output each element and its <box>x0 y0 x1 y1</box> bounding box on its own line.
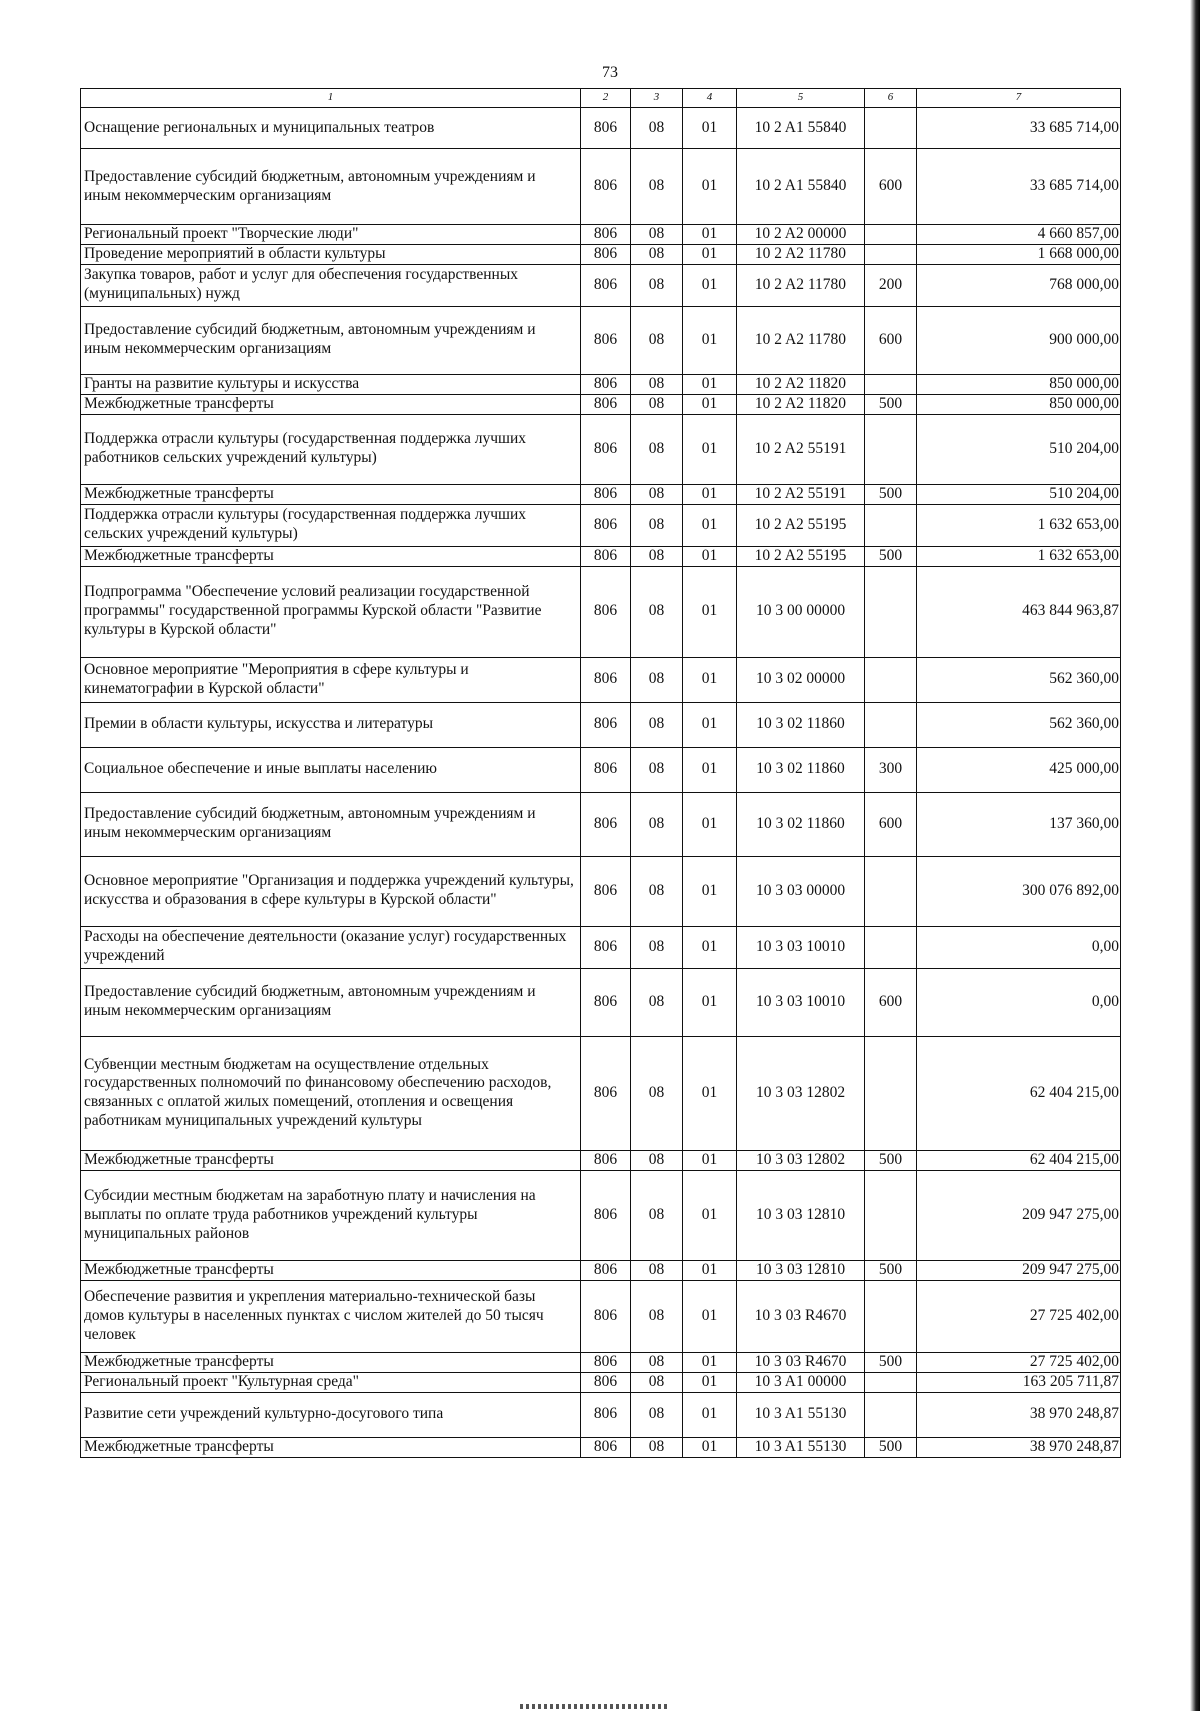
cell-col-1: Межбюджетные трансферты <box>81 1150 581 1170</box>
cell-col-5: 10 3 03 12810 <box>737 1170 865 1260</box>
table-row <box>81 1260 1121 1280</box>
cell-col-7: 33 685 714,00 <box>917 108 1121 149</box>
cell-col-5: 10 2 A2 11820 <box>737 394 865 414</box>
cell-col-4: 01 <box>683 1036 737 1150</box>
cell-col-2: 806 <box>581 1352 631 1372</box>
cell-col-7: 62 404 215,00 <box>917 1036 1121 1150</box>
cell-col-6 <box>865 1392 917 1437</box>
cell-col-2: 806 <box>581 306 631 374</box>
cell-col-6 <box>865 244 917 264</box>
cell-col-7: 1 668 000,00 <box>917 244 1121 264</box>
cell-col-3: 08 <box>631 968 683 1036</box>
cell-col-7: 510 204,00 <box>917 484 1121 504</box>
cell-col-4: 01 <box>683 1260 737 1280</box>
cell-col-1: Основное мероприятие "Мероприятия в сфере культуры и кинематографии в Курской области" <box>81 657 581 702</box>
cell-col-3: 08 <box>631 414 683 484</box>
cell-col-6 <box>865 1372 917 1392</box>
cell-col-7: 1 632 653,00 <box>917 546 1121 566</box>
cell-col-3: 08 <box>631 1392 683 1437</box>
cell-col-5: 10 2 A1 55840 <box>737 149 865 225</box>
table-row <box>81 1372 1121 1392</box>
cell-col-5: 10 2 A2 11820 <box>737 374 865 394</box>
cell-col-4: 01 <box>683 702 737 747</box>
cell-col-1: Проведение мероприятий в области культуры <box>81 244 581 264</box>
cell-col-2: 806 <box>581 1372 631 1392</box>
header-col-2: 2 <box>581 89 631 108</box>
cell-col-1: Субвенции местным бюджетам на осуществление отдельных государственных полномочий по финансовому обеспечению расходов, связанных с оплатой жилых помещений, отопления и освещения работникам муниципальных учреждений культуры <box>81 1036 581 1150</box>
cell-col-2: 806 <box>581 856 631 926</box>
cell-col-1: Основное мероприятие "Организация и поддержка учреждений культуры, искусства и образования в сфере культуры в Курской области" <box>81 856 581 926</box>
header-col-4: 4 <box>683 89 737 108</box>
cell-col-4: 01 <box>683 108 737 149</box>
table-row <box>81 264 1121 306</box>
cell-col-3: 08 <box>631 926 683 968</box>
cell-col-2: 806 <box>581 968 631 1036</box>
cell-col-2: 806 <box>581 484 631 504</box>
cell-col-3: 08 <box>631 108 683 149</box>
cell-col-2: 806 <box>581 149 631 225</box>
cell-col-6: 600 <box>865 149 917 225</box>
cell-col-1: Развитие сети учреждений культурно-досугового типа <box>81 1392 581 1437</box>
cell-col-5: 10 3 A1 00000 <box>737 1372 865 1392</box>
table-row <box>81 1280 1121 1352</box>
cell-col-4: 01 <box>683 394 737 414</box>
cell-col-1: Межбюджетные трансферты <box>81 1260 581 1280</box>
cell-col-5: 10 3 A1 55130 <box>737 1392 865 1437</box>
cell-col-6 <box>865 225 917 245</box>
cell-col-2: 806 <box>581 108 631 149</box>
table-row <box>81 108 1121 149</box>
cell-col-6: 500 <box>865 1150 917 1170</box>
cell-col-3: 08 <box>631 546 683 566</box>
cell-col-3: 08 <box>631 1150 683 1170</box>
cell-col-7: 0,00 <box>917 926 1121 968</box>
cell-col-4: 01 <box>683 546 737 566</box>
cell-col-4: 01 <box>683 244 737 264</box>
cell-col-1: Расходы на обеспечение деятельности (оказание услуг) государственных учреждений <box>81 926 581 968</box>
cell-col-6 <box>865 1170 917 1260</box>
cell-col-7: 0,00 <box>917 968 1121 1036</box>
cell-col-7: 163 205 711,87 <box>917 1372 1121 1392</box>
cell-col-6: 500 <box>865 1260 917 1280</box>
cell-col-2: 806 <box>581 1170 631 1260</box>
cell-col-4: 01 <box>683 747 737 792</box>
cell-col-6 <box>865 702 917 747</box>
cell-col-1: Обеспечение развития и укрепления материально-технической базы домов культуры в населенных пунктах с числом жителей до 50 тысяч человек <box>81 1280 581 1352</box>
cell-col-6 <box>865 414 917 484</box>
cell-col-3: 08 <box>631 264 683 306</box>
cell-col-4: 01 <box>683 1437 737 1457</box>
cell-col-5: 10 2 A2 55191 <box>737 414 865 484</box>
cell-col-4: 01 <box>683 306 737 374</box>
cell-col-1: Социальное обеспечение и иные выплаты населению <box>81 747 581 792</box>
cell-col-2: 806 <box>581 1036 631 1150</box>
cell-col-7: 1 632 653,00 <box>917 504 1121 546</box>
cell-col-3: 08 <box>631 225 683 245</box>
cell-col-5: 10 2 A2 11780 <box>737 244 865 264</box>
table-row <box>81 244 1121 264</box>
cell-col-1: Гранты на развитие культуры и искусства <box>81 374 581 394</box>
cell-col-1: Подпрограмма "Обеспечение условий реализации государственной программы" государственной программы Курской области "Развитие культуры в Курской области" <box>81 566 581 657</box>
cell-col-1: Межбюджетные трансферты <box>81 484 581 504</box>
cell-col-7: 463 844 963,87 <box>917 566 1121 657</box>
cell-col-5: 10 3 03 R4670 <box>737 1280 865 1352</box>
cell-col-4: 01 <box>683 792 737 856</box>
cell-col-2: 806 <box>581 1392 631 1437</box>
cell-col-5: 10 2 A2 55195 <box>737 504 865 546</box>
cell-col-1: Оснащение региональных и муниципальных театров <box>81 108 581 149</box>
cell-col-7: 510 204,00 <box>917 414 1121 484</box>
cell-col-3: 08 <box>631 747 683 792</box>
cell-col-5: 10 3 02 11860 <box>737 747 865 792</box>
cell-col-4: 01 <box>683 968 737 1036</box>
cell-col-6: 600 <box>865 306 917 374</box>
table-row <box>81 1352 1121 1372</box>
cell-col-6: 300 <box>865 747 917 792</box>
table-row <box>81 1437 1121 1457</box>
cell-col-1: Межбюджетные трансферты <box>81 394 581 414</box>
cell-col-3: 08 <box>631 244 683 264</box>
page-number: 73 <box>602 64 618 81</box>
cell-col-4: 01 <box>683 225 737 245</box>
table-row <box>81 306 1121 374</box>
cell-col-5: 10 3 00 00000 <box>737 566 865 657</box>
cell-col-7: 137 360,00 <box>917 792 1121 856</box>
cell-col-5: 10 2 A2 00000 <box>737 225 865 245</box>
cell-col-5: 10 3 A1 55130 <box>737 1437 865 1457</box>
cell-col-2: 806 <box>581 702 631 747</box>
cell-col-5: 10 2 A2 11780 <box>737 264 865 306</box>
cell-col-5: 10 2 A2 55191 <box>737 484 865 504</box>
cell-col-5: 10 3 03 00000 <box>737 856 865 926</box>
table-row <box>81 1036 1121 1150</box>
cell-col-5: 10 3 03 12802 <box>737 1036 865 1150</box>
cell-col-7: 27 725 402,00 <box>917 1352 1121 1372</box>
table-header-row <box>81 89 1121 108</box>
cell-col-6 <box>865 926 917 968</box>
cell-col-4: 01 <box>683 484 737 504</box>
cell-col-1: Предоставление субсидий бюджетным, автономным учреждениям и иным некоммерческим организациям <box>81 968 581 1036</box>
cell-col-1: Поддержка отрасли культуры (государственная поддержка лучших сельских учреждений культуры) <box>81 504 581 546</box>
cell-col-2: 806 <box>581 657 631 702</box>
table-row <box>81 856 1121 926</box>
cell-col-2: 806 <box>581 1280 631 1352</box>
cell-col-4: 01 <box>683 657 737 702</box>
table-body <box>81 108 1121 1458</box>
cell-col-3: 08 <box>631 702 683 747</box>
cell-col-3: 08 <box>631 657 683 702</box>
table-row <box>81 657 1121 702</box>
table-row <box>81 149 1121 225</box>
cell-col-6 <box>865 108 917 149</box>
cell-col-6: 500 <box>865 1352 917 1372</box>
cell-col-2: 806 <box>581 747 631 792</box>
cell-col-7: 425 000,00 <box>917 747 1121 792</box>
cell-col-5: 10 3 02 11860 <box>737 792 865 856</box>
cell-col-7: 850 000,00 <box>917 374 1121 394</box>
cell-col-3: 08 <box>631 566 683 657</box>
cell-col-2: 806 <box>581 264 631 306</box>
budget-table-container <box>80 88 1120 1458</box>
cell-col-1: Субсидии местным бюджетам на заработную плату и начисления на выплаты по оплате труда работников учреждений культуры муниципальных районов <box>81 1170 581 1260</box>
cell-col-3: 08 <box>631 1352 683 1372</box>
header-col-1: 1 <box>81 89 581 108</box>
cell-col-3: 08 <box>631 856 683 926</box>
cell-col-2: 806 <box>581 792 631 856</box>
table-row <box>81 566 1121 657</box>
header-col-6: 6 <box>865 89 917 108</box>
table-row <box>81 968 1121 1036</box>
cell-col-3: 08 <box>631 504 683 546</box>
cell-col-2: 806 <box>581 566 631 657</box>
cell-col-7: 38 970 248,87 <box>917 1437 1121 1457</box>
cell-col-4: 01 <box>683 1352 737 1372</box>
cell-col-3: 08 <box>631 149 683 225</box>
table-row <box>81 1170 1121 1260</box>
header-col-7: 7 <box>917 89 1121 108</box>
cell-col-4: 01 <box>683 1280 737 1352</box>
cell-col-7: 768 000,00 <box>917 264 1121 306</box>
cell-col-2: 806 <box>581 374 631 394</box>
cell-col-4: 01 <box>683 1392 737 1437</box>
table-row <box>81 792 1121 856</box>
cell-col-6: 600 <box>865 792 917 856</box>
cell-col-7: 62 404 215,00 <box>917 1150 1121 1170</box>
cell-col-5: 10 3 03 10010 <box>737 968 865 1036</box>
cell-col-2: 806 <box>581 1150 631 1170</box>
cell-col-2: 806 <box>581 504 631 546</box>
cell-col-3: 08 <box>631 394 683 414</box>
table-row <box>81 926 1121 968</box>
cell-col-4: 01 <box>683 264 737 306</box>
cell-col-4: 01 <box>683 504 737 546</box>
cell-col-7: 33 685 714,00 <box>917 149 1121 225</box>
cell-col-2: 806 <box>581 546 631 566</box>
table-row <box>81 374 1121 394</box>
cell-col-5: 10 2 A1 55840 <box>737 108 865 149</box>
cell-col-7: 38 970 248,87 <box>917 1392 1121 1437</box>
cell-col-2: 806 <box>581 394 631 414</box>
cell-col-7: 562 360,00 <box>917 657 1121 702</box>
cell-col-1: Предоставление субсидий бюджетным, автономным учреждениям и иным некоммерческим организациям <box>81 306 581 374</box>
cell-col-6: 200 <box>865 264 917 306</box>
cell-col-5: 10 3 03 R4670 <box>737 1352 865 1372</box>
cell-col-1: Премии в области культуры, искусства и литературы <box>81 702 581 747</box>
scan-edge-shadow <box>1190 0 1200 1711</box>
cell-col-1: Межбюджетные трансферты <box>81 1437 581 1457</box>
cell-col-6 <box>865 1036 917 1150</box>
cell-col-5: 10 3 03 12802 <box>737 1150 865 1170</box>
cell-col-2: 806 <box>581 225 631 245</box>
cell-col-6 <box>865 566 917 657</box>
cell-col-2: 806 <box>581 926 631 968</box>
cell-col-6 <box>865 1280 917 1352</box>
cell-col-7: 900 000,00 <box>917 306 1121 374</box>
cell-col-4: 01 <box>683 926 737 968</box>
cell-col-6: 500 <box>865 1437 917 1457</box>
table-row <box>81 1392 1121 1437</box>
header-col-3: 3 <box>631 89 683 108</box>
table-row <box>81 1150 1121 1170</box>
cell-col-6 <box>865 374 917 394</box>
cell-col-5: 10 2 A2 11780 <box>737 306 865 374</box>
cell-col-3: 08 <box>631 374 683 394</box>
budget-table <box>80 88 1121 1458</box>
cell-col-5: 10 3 03 10010 <box>737 926 865 968</box>
cell-col-1: Закупка товаров, работ и услуг для обеспечения государственных (муниципальных) нужд <box>81 264 581 306</box>
cell-col-3: 08 <box>631 484 683 504</box>
cell-col-6: 500 <box>865 546 917 566</box>
cell-col-1: Поддержка отрасли культуры (государственная поддержка лучших работников сельских учреждений культуры) <box>81 414 581 484</box>
cell-col-3: 08 <box>631 306 683 374</box>
cell-col-2: 806 <box>581 244 631 264</box>
cell-col-3: 08 <box>631 1170 683 1260</box>
header-col-5: 5 <box>737 89 865 108</box>
cell-col-3: 08 <box>631 1280 683 1352</box>
cell-col-2: 806 <box>581 1437 631 1457</box>
cell-col-4: 01 <box>683 856 737 926</box>
cell-col-6 <box>865 657 917 702</box>
cell-col-7: 27 725 402,00 <box>917 1280 1121 1352</box>
cell-col-3: 08 <box>631 1036 683 1150</box>
cell-col-6: 500 <box>865 484 917 504</box>
cell-col-4: 01 <box>683 414 737 484</box>
cell-col-6 <box>865 504 917 546</box>
cell-col-1: Региональный проект "Творческие люди" <box>81 225 581 245</box>
cell-col-7: 209 947 275,00 <box>917 1260 1121 1280</box>
table-row <box>81 546 1121 566</box>
cell-col-1: Межбюджетные трансферты <box>81 546 581 566</box>
cell-col-5: 10 3 02 11860 <box>737 702 865 747</box>
cell-col-4: 01 <box>683 374 737 394</box>
cell-col-4: 01 <box>683 1170 737 1260</box>
table-row <box>81 484 1121 504</box>
cell-col-4: 01 <box>683 149 737 225</box>
cell-col-7: 850 000,00 <box>917 394 1121 414</box>
cell-col-6: 600 <box>865 968 917 1036</box>
cell-col-4: 01 <box>683 1372 737 1392</box>
scan-bottom-mark <box>520 1704 670 1709</box>
cell-col-4: 01 <box>683 566 737 657</box>
table-row <box>81 702 1121 747</box>
cell-col-7: 4 660 857,00 <box>917 225 1121 245</box>
cell-col-5: 10 2 A2 55195 <box>737 546 865 566</box>
cell-col-6: 500 <box>865 394 917 414</box>
cell-col-7: 209 947 275,00 <box>917 1170 1121 1260</box>
cell-col-2: 806 <box>581 414 631 484</box>
cell-col-6 <box>865 856 917 926</box>
cell-col-3: 08 <box>631 792 683 856</box>
cell-col-5: 10 3 03 12810 <box>737 1260 865 1280</box>
cell-col-7: 300 076 892,00 <box>917 856 1121 926</box>
cell-col-3: 08 <box>631 1372 683 1392</box>
cell-col-2: 806 <box>581 1260 631 1280</box>
cell-col-4: 01 <box>683 1150 737 1170</box>
cell-col-3: 08 <box>631 1260 683 1280</box>
table-row <box>81 225 1121 245</box>
cell-col-1: Региональный проект "Культурная среда" <box>81 1372 581 1392</box>
cell-col-7: 562 360,00 <box>917 702 1121 747</box>
cell-col-1: Предоставление субсидий бюджетным, автономным учреждениям и иным некоммерческим организациям <box>81 149 581 225</box>
table-row <box>81 414 1121 484</box>
table-row <box>81 747 1121 792</box>
cell-col-3: 08 <box>631 1437 683 1457</box>
cell-col-1: Межбюджетные трансферты <box>81 1352 581 1372</box>
cell-col-1: Предоставление субсидий бюджетным, автономным учреждениям и иным некоммерческим организациям <box>81 792 581 856</box>
table-row <box>81 504 1121 546</box>
table-row <box>81 394 1121 414</box>
cell-col-5: 10 3 02 00000 <box>737 657 865 702</box>
